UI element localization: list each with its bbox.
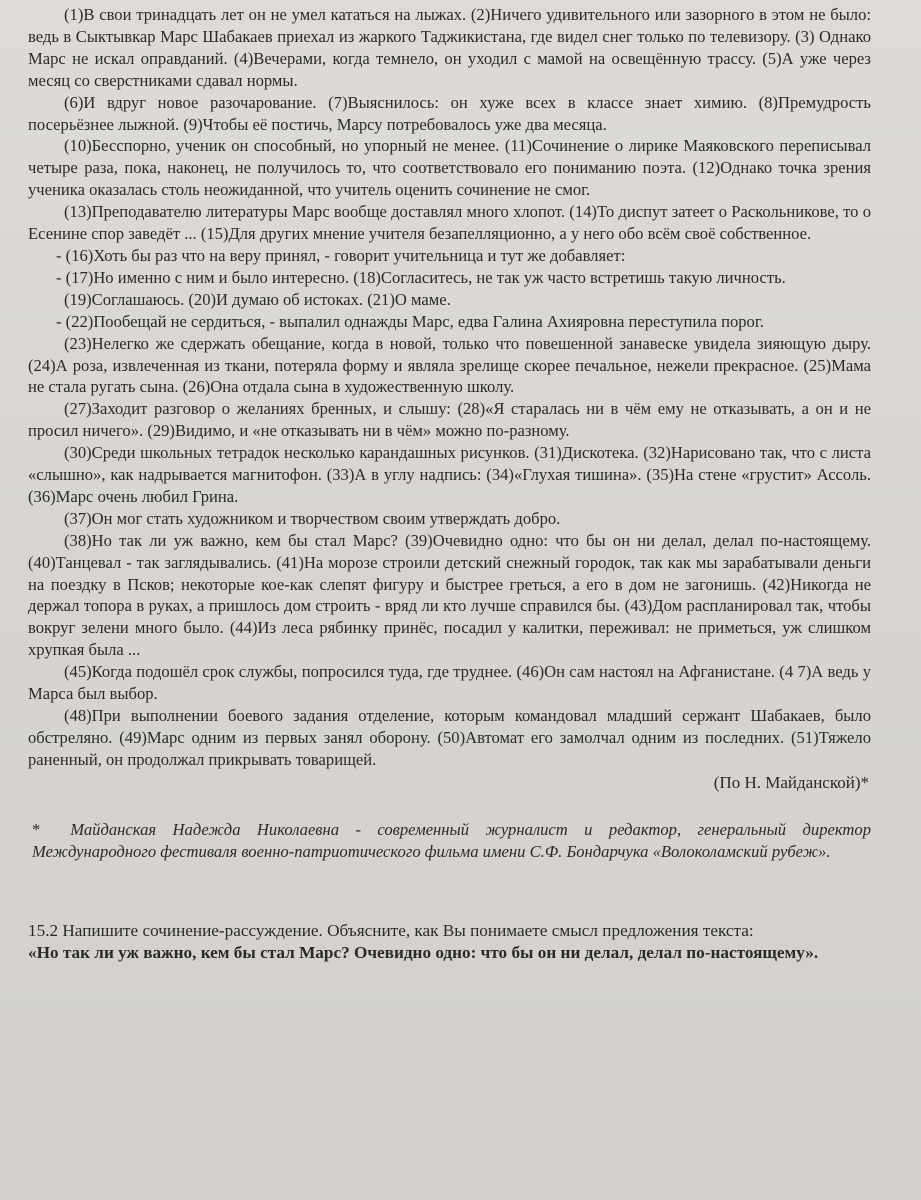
- paragraph-14: (45)Когда подошёл срок службы, попросился туда, где труднее. (46)Он сам настоял на Афганистане. (4 7)А ведь у Марса был выбор.: [28, 662, 871, 704]
- paragraph-4: (13)Преподавателю литературы Марс вообще доставлял много хлопот. (14)То диспут затеет о Раскольникове, то о Есенине спор заведёт ... (15)Для других мнение учителя безапелляционно, а у него обо всём своё собственное.: [28, 202, 871, 244]
- paragraph-12: (37)Он мог стать художником и творчеством своим утверждать добро.: [64, 508, 561, 528]
- paragraph-10: (27)Заходит разговор о желаниях бренных, и слышу: (28)«Я старалась ни в чём ему не отказывать, а он и не просил ничего». (29)Видимо, и «не отказывать ни в чём» можно по-разному.: [28, 399, 871, 441]
- paragraph-3: (10)Бесспорно, ученик он способный, но упорный не менее. (11)Сочинение о лирике Маяковского переписывал четыре раза, пока, наконец, не получилось то, что соответствовало его пониманию поэта. (12)Однако точка зрения ученика оказалась столь неожиданной, что учитель оценить сочинение не смог.: [28, 136, 871, 200]
- essay-task: [28, 920, 871, 965]
- paragraph-13: (38)Но так ли уж важно, кем бы стал Марс? (39)Очевидно одно: что бы он ни делал, делал по-настоящему. (40)Танцевал - так заглядывались. (41)На морозе строили детский снежный городок, так как мы зарабатывали деньги на поездку в Псков; некоторые кое-как слепят фигуру и быстрее греться, а его в дом не загонишь. (42)Никогда не держал топора в руках, а пришлось дом строить - вряд ли кто лучше справился бы. (43)Дом распланировал так, чтобы вокруг зелени много было. (44)Из леса рябинку принёс, посадил у калитки, переживал: не приметься, уж слишком хрупкая была ...: [28, 530, 871, 660]
- paragraph-7: (19)Соглашаюсь. (20)И думаю об истоках. (21)О маме.: [64, 289, 451, 309]
- footnote-marker: *: [32, 819, 41, 839]
- paragraph-15: (48)При выполнении боевого задания отделение, которым командовал младший сержант Шабакаев, было обстреляно. (49)Марс одним из первых занял оборону. (50)Автомат его замолчал одним из последних. (51)Тяжело раненный, он продолжал прикрывать товарищей.: [28, 706, 871, 769]
- main-text: [28, 4, 871, 771]
- paragraph-8-dialog: - (22)Пообещай не сердиться, - выпалил однажды Марс, едва Галина Ахияровна переступила порог.: [56, 311, 764, 331]
- paragraph-5-dialog: - (16)Хоть бы раз что на веру принял, - говорит учительница и тут же добавляет:: [56, 245, 626, 265]
- task-quote: «Но так ли уж важно, кем бы стал Марс? Очевидно одно: что бы он ни делал, делал по-настоящему».: [28, 943, 819, 963]
- paragraph-2: (6)И вдруг новое разочарование. (7)Выяснилось: он хуже всех в классе знает химию. (8)Премудрость посерьёзнее лыжной. (9)Чтобы её постичь, Марсу потребовалось уже два месяца.: [28, 92, 871, 134]
- footnote-text: Майданская Надежда Николаевна - современный журналист и редактор, генеральный директор Международного фестиваля военно-патриотического фильма имени С.Ф. Бондарчука «Волоколамский рубеж».: [32, 819, 871, 862]
- paragraph-6-dialog: - (17)Но именно с ним и было интересно. (18)Согласитесь, не так уж часто встретишь такую личность.: [56, 267, 786, 287]
- author-footnote: [28, 819, 871, 864]
- task-prompt: 15.2 Напишите сочинение-рассуждение. Объясните, как Вы понимаете смысл предложения текста:: [28, 920, 754, 940]
- paragraph-11: (30)Среди школьных тетрадок несколько карандашных рисунков. (31)Дискотека. (32)Нарисовано так, что с листа «слышно», как надрывается магнитофон. (33)А в углу надпись: (34)«Глухая тишина». (35)На стене «грустит» Ассоль. (36)Марс очень любил Грина.: [28, 443, 871, 506]
- paragraph-9: (23)Нелегко же сдержать обещание, когда в новой, только что повешенной занавеске увидела зияющую дыру. (24)А роза, извлеченная из ткани, потеряла форму и являла зрелище скорее печальное, нежели прекрасное. (25)Мама не стала ругать сына. (26)Она отдала сына в художественную школу.: [28, 333, 871, 397]
- paragraph-1: (1)В свои тринадцать лет он не умел кататься на лыжах. (2)Ничего удивительного или зазорного в этом не было: ведь в Сыктывкар Марс Шабакаев приехал из жаркого Таджикистана, где видел снег только по телевизору. (3) Однако Марс не искал оправданий. (4)Вечерами, когда темнело, он уходил с мамой на освещённую трассу. (5)А уже через месяц со сверстниками сдавал нормы.: [28, 5, 871, 90]
- source-attribution: (По Н. Майданской)*: [713, 772, 869, 792]
